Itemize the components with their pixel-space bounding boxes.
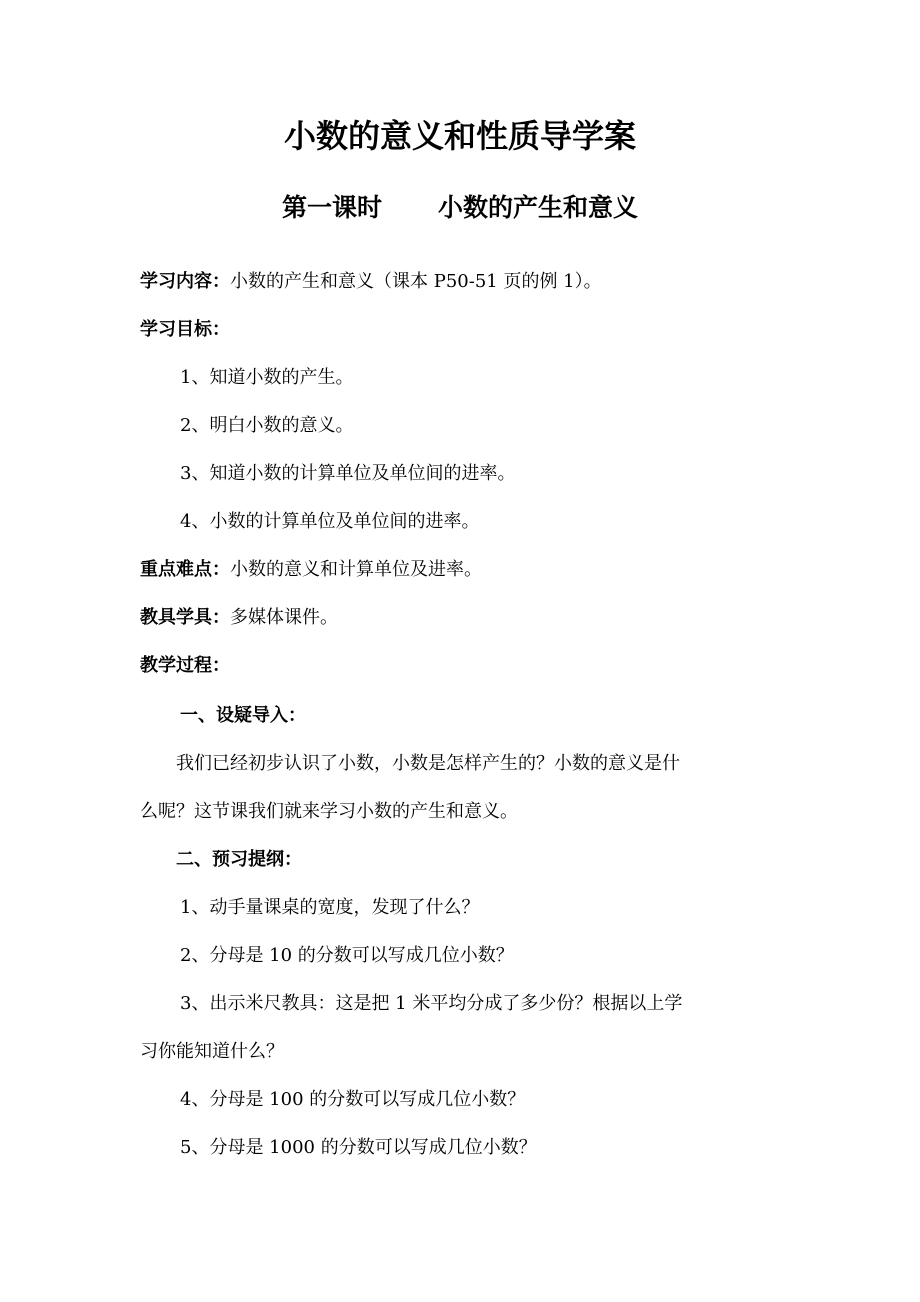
intro-paragraph-line-1: 我们已经初步认识了小数，小数是怎样产生的？小数的意义是什 [176,753,680,774]
lesson-subtitle [0,188,920,228]
teaching-process-label: 教学过程： [140,655,230,676]
key-points-text: 小数的意义和计算单位及进率。 [230,559,482,580]
preview-item: 5、分母是 1000 的分数可以写成几位小数？ [180,1137,537,1158]
objective-item: 4、小数的计算单位及单位间的进率。 [180,511,480,532]
objective-item: 3、知道小数的计算单位及单位间的进率。 [180,463,516,484]
key-points-line [140,554,790,586]
preview-item: 2、分母是 10 的分数可以写成几位小数？ [180,945,514,966]
preview-item-continuation: 习你能知道什么？ [140,1041,284,1062]
learning-content-text: 小数的产生和意义（课本 P50-51 页的例 1）。 [230,271,602,292]
intro-paragraph-line-2: 么呢？这节课我们就来学习小数的产生和意义。 [140,801,518,822]
preview-item: 3、出示米尺教具：这是把 1 米平均分成了多少份？根据以上学 [180,993,683,1014]
learning-content-label: 学习内容： [140,271,230,292]
teaching-process-line [140,650,790,682]
tools-label: 教具学具： [140,607,230,628]
section-heading-preview: 二、预习提纲： [176,849,302,870]
lesson-topic: 小数的产生和意义 [438,193,639,222]
document-title: 小数的意义和性质导学案 [283,117,636,155]
section-heading-intro: 一、设疑导入： [180,705,306,726]
key-points-label: 重点难点： [140,559,230,580]
objective-item: 1、知道小数的产生。 [180,367,354,388]
preview-item: 4、分母是 100 的分数可以写成几位小数？ [180,1089,526,1110]
learning-objectives-label: 学习目标： [140,319,230,340]
tools-text: 多媒体课件。 [230,607,338,628]
tools-line [140,602,790,634]
learning-objectives-line [140,314,790,346]
learning-content-line [140,266,790,298]
lesson-number: 第一课时 [281,193,382,222]
objective-item: 2、明白小数的意义。 [180,415,354,436]
preview-item: 1、动手量课桌的宽度，发现了什么？ [180,897,480,918]
